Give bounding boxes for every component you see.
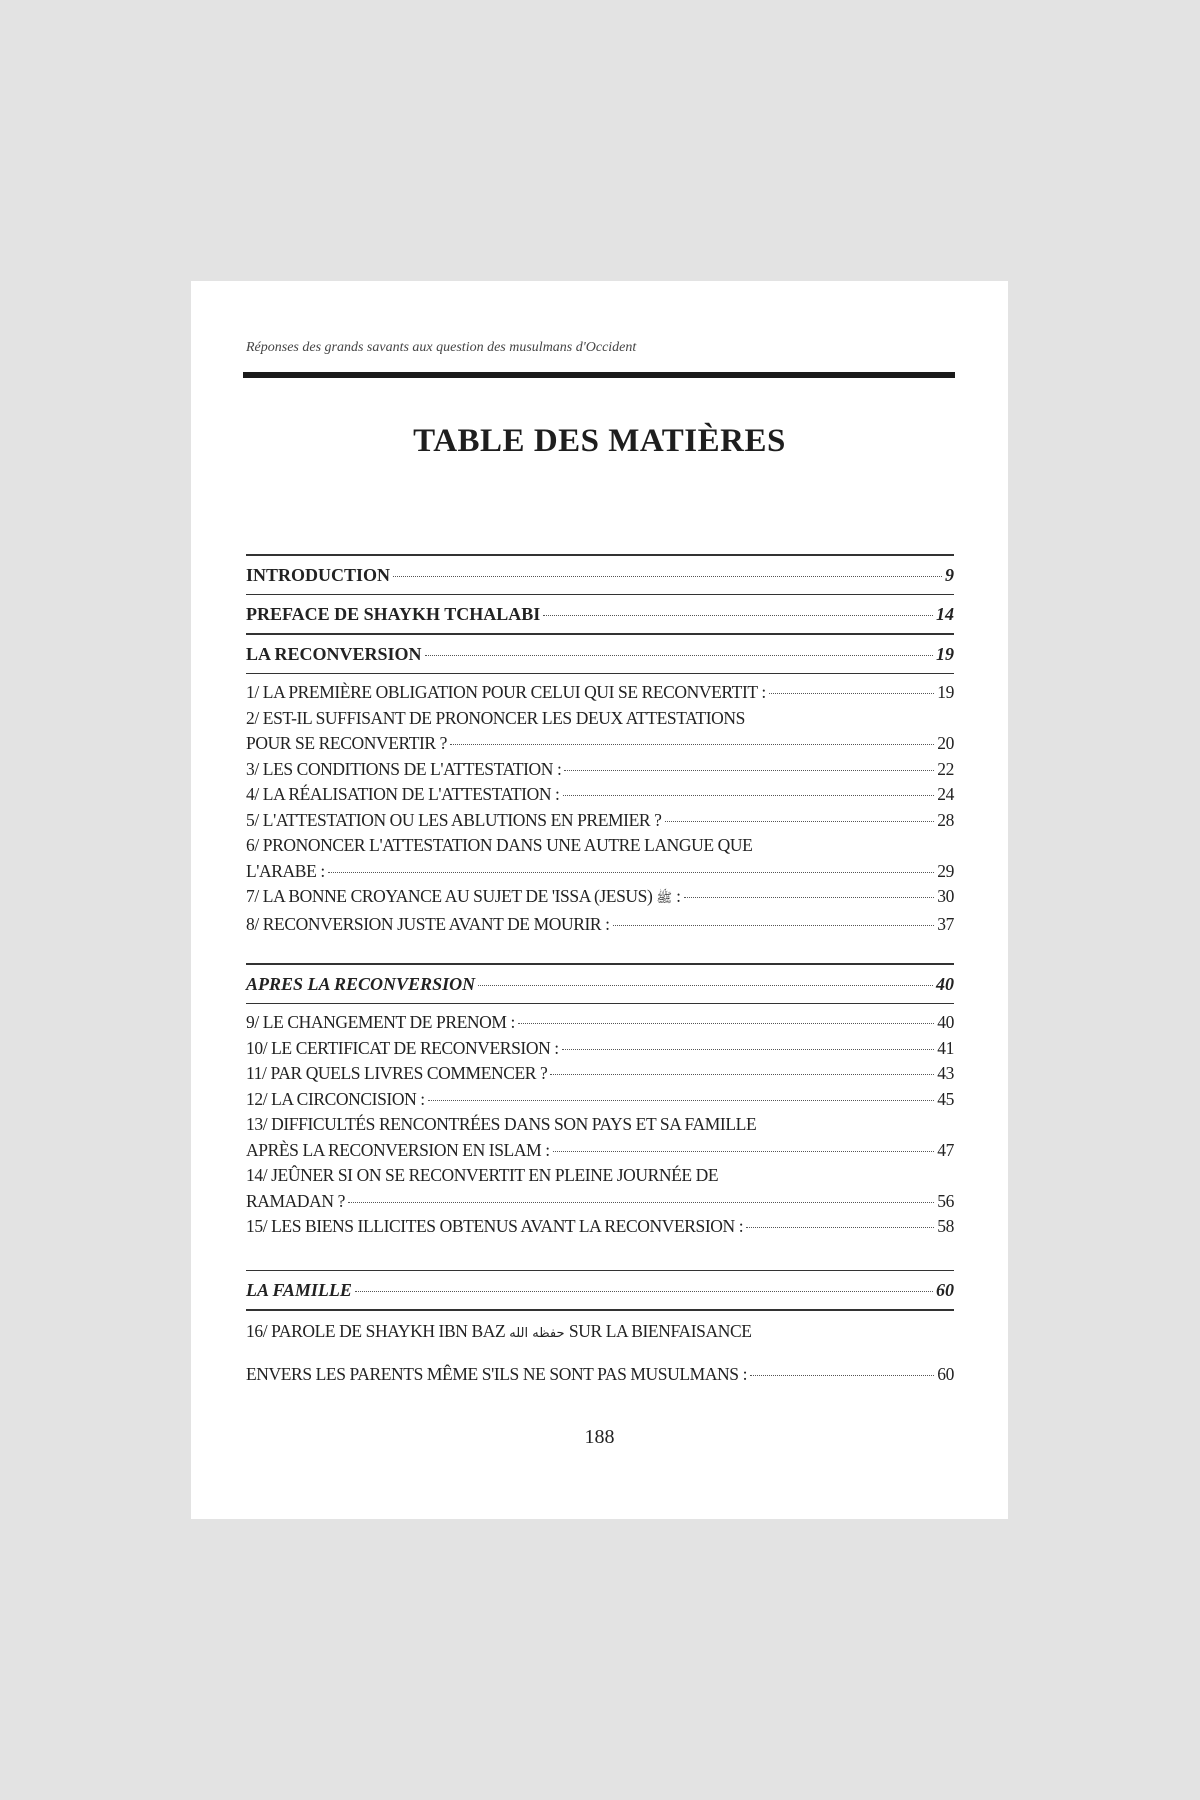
entry-label: 9/ LE CHANGEMENT DE PRENOM : <box>246 1012 515 1032</box>
section-divider <box>246 1003 954 1005</box>
salutation-mark: ﷺ <box>656 891 673 906</box>
toc-entry <box>246 1138 954 1164</box>
dot-leader <box>563 795 935 796</box>
toc-section-introduction <box>246 556 954 594</box>
dot-leader <box>553 1151 935 1152</box>
entry-label: 10/ LE CERTIFICAT DE RECONVERSION : <box>246 1037 559 1058</box>
toc-entry <box>246 1087 954 1113</box>
entry-label: 5/ L'ATTESTATION OU LES ABLUTIONS EN PREMIER ? <box>246 809 662 830</box>
dot-leader <box>665 821 935 822</box>
dot-leader <box>450 744 934 745</box>
dot-leader <box>769 693 935 694</box>
entry-page: 22 <box>937 758 954 779</box>
section-page: 19 <box>936 643 954 664</box>
section-label: LA RECONVERSION <box>246 643 422 664</box>
section-label: PREFACE DE SHAYKH TCHALABI <box>246 604 541 624</box>
entry-label: 12/ LA CIRCONCISION : <box>246 1088 425 1109</box>
entry-page: 30 <box>937 886 954 906</box>
entry-line-part: SUR LA BIENFAISANCE <box>568 1320 752 1341</box>
toc-entry <box>246 680 954 706</box>
dot-leader <box>348 1202 934 1203</box>
toc-entry <box>246 1214 954 1240</box>
entry-label: 7/ LA BONNE CROYANCE AU SUJET DE 'ISSA (JESUS) <box>246 886 653 906</box>
entry-label: ENVERS LES PARENTS MÊME S'ILS NE SONT PAS MUSULMANS : <box>246 1363 748 1384</box>
toc-section-famille <box>246 1271 954 1309</box>
section-label: LA FAMILLE <box>246 1280 352 1300</box>
toc-section-preface <box>246 595 954 633</box>
dot-leader <box>562 1049 935 1050</box>
toc-entry <box>246 884 954 912</box>
entry-label: L'ARABE : <box>246 860 325 881</box>
entry-label: 11/ PAR QUELS LIVRES COMMENCER ? <box>246 1063 548 1083</box>
section-page: 60 <box>936 1280 954 1300</box>
dot-leader <box>393 576 942 577</box>
dot-leader <box>355 1291 933 1292</box>
entry-line: 6/ PRONONCER L'ATTESTATION DANS UNE AUTRE LANGUE QUE <box>246 835 753 855</box>
dot-leader <box>478 985 933 986</box>
section-divider <box>246 673 954 675</box>
section-label: APRES LA RECONVERSION <box>246 973 476 994</box>
entry-label: 1/ LA PREMIÈRE OBLIGATION POUR CELUI QUI SE RECONVERTIT : <box>246 682 766 702</box>
entry-label: APRÈS LA RECONVERSION EN ISLAM : <box>246 1139 550 1160</box>
toc-entry <box>246 1354 954 1395</box>
toc-entry <box>246 1036 954 1062</box>
toc-entry <box>246 1189 954 1215</box>
entry-page: 20 <box>937 733 954 753</box>
entry-page: 56 <box>937 1190 954 1211</box>
section-page: 40 <box>936 973 954 994</box>
dot-leader <box>750 1375 934 1376</box>
entry-page: 41 <box>937 1037 954 1058</box>
dot-leader <box>684 897 935 898</box>
entry-page: 47 <box>937 1139 954 1160</box>
entry-label: 3/ LES CONDITIONS DE L'ATTESTATION : <box>246 758 562 779</box>
entry-page: 60 <box>937 1363 954 1384</box>
toc-section-apres-reconversion <box>246 965 954 1003</box>
dot-leader <box>328 872 935 873</box>
toc-entry <box>246 808 954 834</box>
toc-section-reconversion <box>246 635 954 673</box>
entry-label: RAMADAN ? <box>246 1190 345 1211</box>
entry-page: 43 <box>937 1063 954 1083</box>
toc-entry <box>246 1010 954 1036</box>
dot-leader <box>550 1074 934 1075</box>
entry-page: 24 <box>937 784 954 804</box>
entry-page: 40 <box>937 1012 954 1032</box>
entry-label: 8/ RECONVERSION JUSTE AVANT DE MOURIR : <box>246 913 610 934</box>
entry-line-part: 16/ PAROLE DE SHAYKH IBN BAZ <box>246 1320 506 1341</box>
section-label: INTRODUCTION <box>246 564 391 585</box>
toc-entry <box>246 912 954 938</box>
entry-page: 37 <box>937 913 954 934</box>
dot-leader <box>428 1100 935 1101</box>
dot-leader <box>564 770 934 771</box>
section-page: 14 <box>936 604 954 624</box>
entry-label: 15/ LES BIENS ILLICITES OBTENUS AVANT LA RECONVERSION : <box>246 1216 744 1236</box>
entry-label: 4/ LA RÉALISATION DE L'ATTESTATION : <box>246 784 560 804</box>
entry-page: 45 <box>937 1088 954 1109</box>
page-number: 188 <box>584 1426 615 1448</box>
document-page <box>191 281 1008 1519</box>
dot-leader <box>613 925 935 926</box>
toc-entry <box>246 757 954 783</box>
toc-entry <box>246 731 954 757</box>
section-page: 9 <box>945 564 954 585</box>
entry-suffix: : <box>676 886 681 906</box>
toc-entry <box>246 1061 954 1087</box>
entry-line: 2/ EST-IL SUFFISANT DE PRONONCER LES DEUX ATTESTATIONS <box>246 707 745 728</box>
dot-leader <box>543 615 933 616</box>
dot-leader <box>425 655 933 656</box>
header-rule <box>243 372 955 378</box>
entry-page: 28 <box>937 809 954 830</box>
entry-page: 58 <box>937 1216 954 1236</box>
entry-line: 13/ DIFFICULTÉS RENCONTRÉES DANS SON PAYS ET SA FAMILLE <box>246 1114 757 1134</box>
toc-entry <box>246 782 954 808</box>
page-title: TABLE DES MATIÈRES <box>413 423 786 459</box>
running-header: Réponses des grands savants aux question des musulmans d'Occident <box>246 340 637 355</box>
entry-page: 29 <box>937 860 954 881</box>
dot-leader <box>518 1023 934 1024</box>
arabic-honorific: حفظه الله <box>509 1325 565 1341</box>
table-of-contents <box>246 554 954 1395</box>
entry-label: POUR SE RECONVERTIR ? <box>246 733 448 753</box>
entry-line: 14/ JEÛNER SI ON SE RECONVERTIT EN PLEINE JOURNÉE DE <box>246 1165 719 1185</box>
entry-page: 19 <box>937 682 954 702</box>
entry-line <box>246 1311 954 1354</box>
toc-entry <box>246 859 954 885</box>
dot-leader <box>746 1227 934 1228</box>
